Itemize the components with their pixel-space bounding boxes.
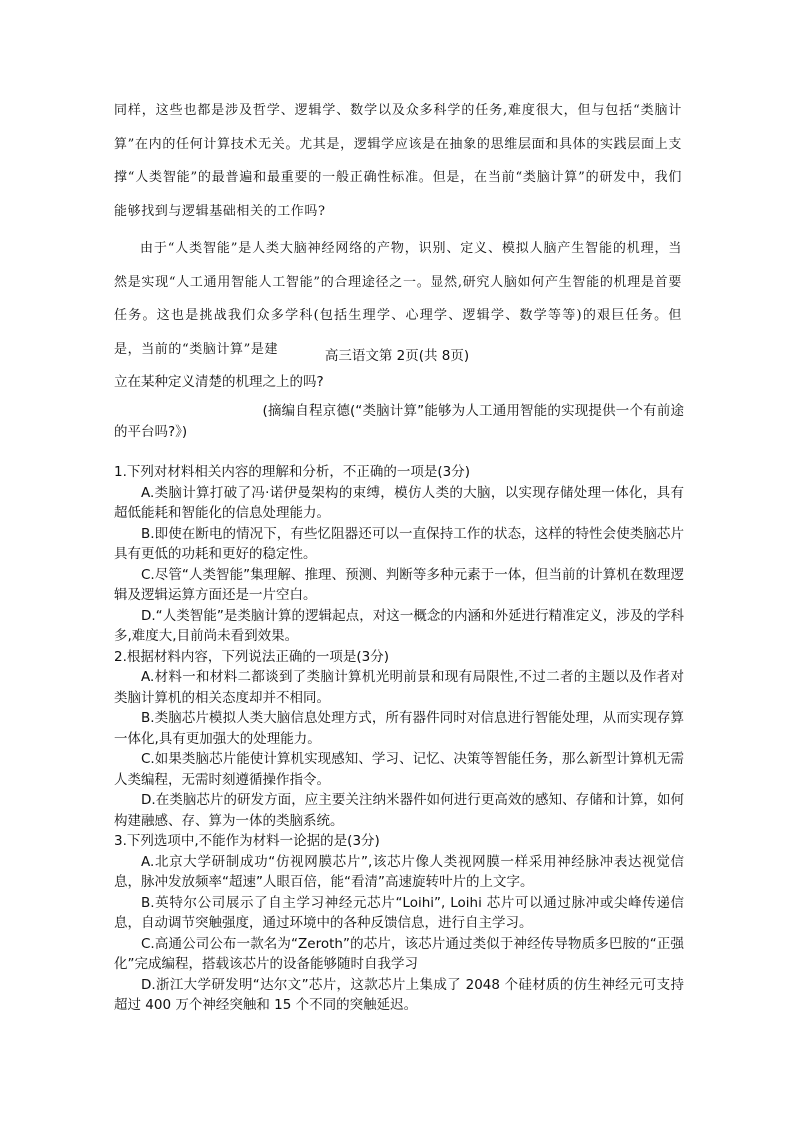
passage-paragraph-1: 同样，这些也都是涉及哲学、逻辑学、数学以及众多科学的任务,难度很大，但与包括“类脑计算”在内的任何计算技术无关。尤其是，逻辑学应该是在抽象的思维层面和具体的实践层面上支撑“人类智能”的最普遍和最重要的一般正确性标准。但是，在当前“类脑计算”的研发中，我们能够找到与逻辑基础相关的工作吗? xyxy=(114,103,682,219)
question-2-option-a: A.材料一和材料二都谈到了类脑计算机光明前景和现有局限性,不过二者的主题以及作者对类脑计算机的相关态度却并不相同。 xyxy=(114,669,684,706)
source-citation xyxy=(114,401,684,442)
page-footer: 高三语文第 2页(共 8页) xyxy=(324,348,470,364)
passage-paragraph-2: 由于“人类智能”是人类大脑神经网络的产物，识别、定义、模拟人脑产生智能的机理，当然是实现“人工通用智能人工智能”的合理途径之一。显然,研究人脑如何产生智能的机理是首要任务。这也是挑战我们众多学科(包括生理学、心理学、逻辑学、数学等等)的艰巨任务。但是，当前的“类脑计算”是建 xyxy=(114,241,682,357)
question-2-option-c: C.如果类脑芯片能使计算机实现感知、学习、记忆、决策等智能任务，那么新型计算机无需人类编程，无需时刻遵循操作指令。 xyxy=(114,751,684,788)
question-3-option-d: D.浙江大学研发明“达尔文”芯片，这款芯片上集成了 2048 个硅材质的仿生神经元可支持超过 400 万个神经突触和 15 个不同的突触延迟。 xyxy=(114,976,684,1013)
question-3-option-a: A.北京大学研制成功“仿视网膜芯片”,该芯片像人类视网膜一样采用神经脉冲表达视觉信息，脉冲发放频率“超速”人眼百倍，能“看清”高速旋转叶片的上文字。 xyxy=(114,853,684,890)
question-2-stem: 2.根据材料内容，下列说法正确的一项是(3分) xyxy=(114,648,390,665)
continuation-text: 立在某种定义清楚的机理之上的吗? xyxy=(114,374,324,390)
question-3-option-c: C.高通公司公布一款名为“Zeroth”的芯片，该芯片通过类似于神经传导物质多巴胺的“正强化”完成编程，搭载该芯片的设备能够随时自我学习 xyxy=(114,935,684,972)
question-1-option-b: B.即使在断电的情况下，有些忆阻器还可以一直保持工作的状态，这样的特性会使类脑芯片具有更低的功耗和更好的稳定性。 xyxy=(114,525,684,562)
question-3-stem: 3.下列选项中,不能作为材料一论据的是(3分) xyxy=(114,833,380,849)
question-2-option-b: B.类脑芯片模拟人类大脑信息处理方式，所有器件同时对信息进行智能处理，从而实现存算一体化,具有更加强大的处理能力。 xyxy=(114,710,684,747)
question-3-option-b: B.英特尔公司展示了自主学习神经元芯片“Loihi”, Loihi 芯片可以通过脉冲或尖峰传递信息，自动调节突触强度，通过环境中的各种反馈信息，进行自主学习。 xyxy=(114,894,684,931)
handwritten-passage xyxy=(114,94,682,366)
question-2-option-d: D.在类脑芯片的研发方面，应主要关注纳米器件如何进行更高效的感知、存储和计算，如何构建融感、存、算为一体的类脑系统。 xyxy=(114,792,684,829)
question-1-option-a: A.类脑计算打破了冯·诺伊曼架构的束缚，模仿人类的大脑，以实现存储处理一体化，具有超低能耗和智能化的信息处理能力。 xyxy=(114,484,684,521)
source-text: (摘编自程京德(“类脑计算”能够为人工通用智能的实现提供一个有前途的平台吗?》) xyxy=(114,403,684,440)
questions xyxy=(114,462,684,1016)
question-1-option-c: C.尽管“人类智能”集理解、推理、预测、判断等多种元素于一体，但当前的计算机在数理逻辑及逻辑运算方面还是一片空白。 xyxy=(114,566,684,603)
passage-continuation xyxy=(114,372,684,393)
question-1-stem: 1.下列对材料相关内容的理解和分析，不正确的一项是(3分) xyxy=(114,464,471,480)
question-1-option-d: D.“人类智能”是类脑计算的逻辑起点，对这一概念的内涵和外延进行精准定义，涉及的学科多,难度大,目前尚未看到效果。 xyxy=(114,607,684,644)
